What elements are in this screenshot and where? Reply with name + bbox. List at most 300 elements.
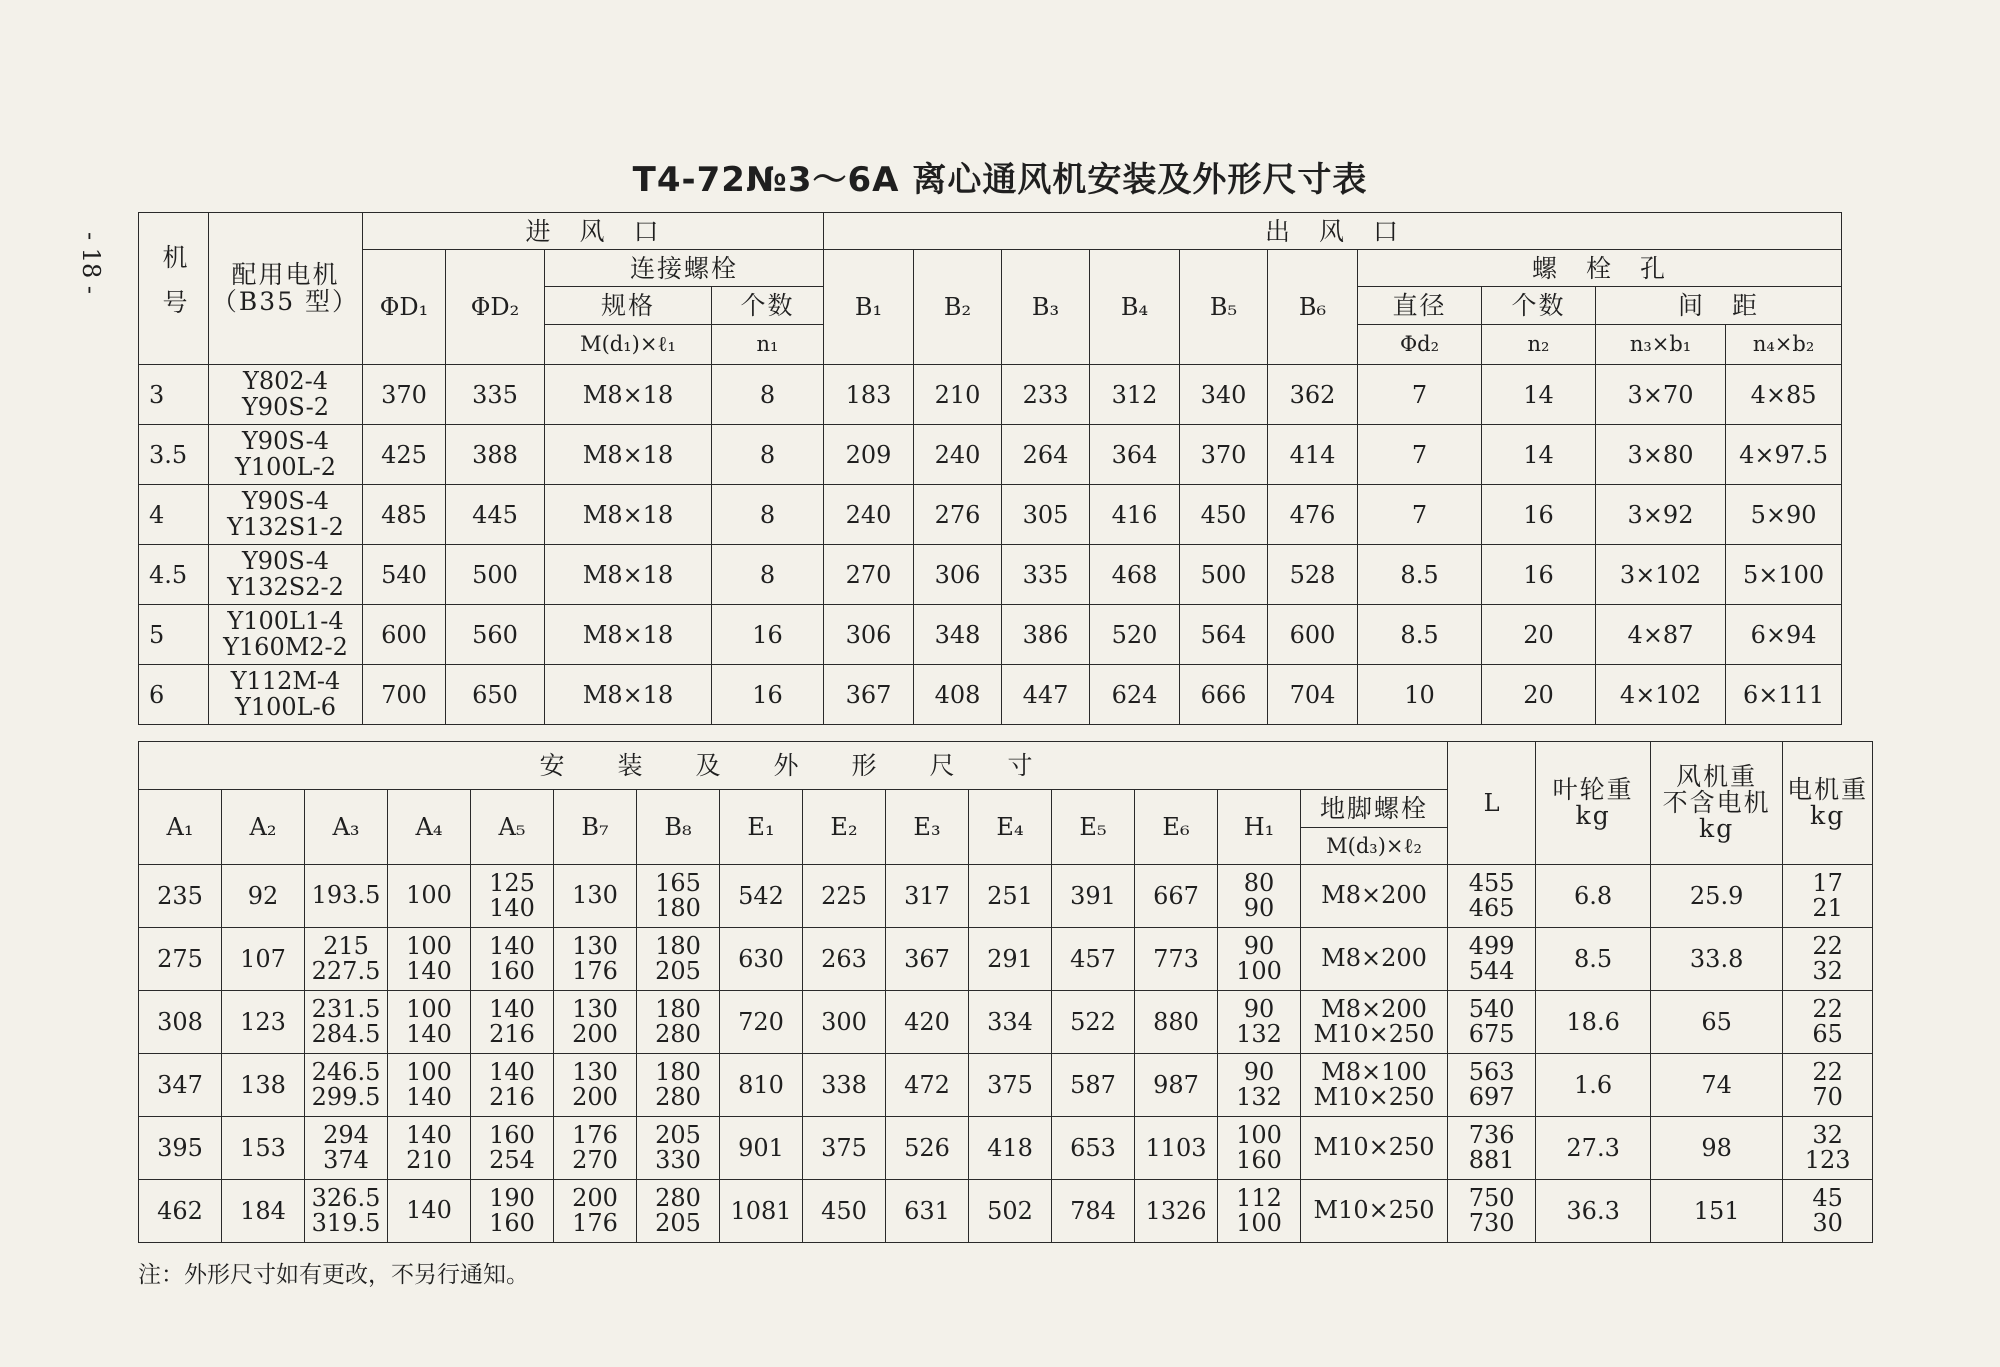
cell-d2: 335 <box>446 365 545 425</box>
cell-fan: 33.8 <box>1651 928 1783 991</box>
cell-value: 45 <box>1812 1183 1843 1212</box>
cell-d1: 600 <box>363 605 446 665</box>
cell-b3: 305 <box>1002 485 1090 545</box>
table-row <box>139 365 1842 425</box>
cell-a1: 347 <box>139 1054 222 1117</box>
cell-value: 140 <box>406 1083 452 1111</box>
cell-b4: 624 <box>1090 665 1180 725</box>
cell-a4 <box>388 1117 471 1180</box>
cell-value: 132 <box>1236 1020 1282 1048</box>
cell-value: 90 <box>1243 1057 1275 1086</box>
cell-e1: 542 <box>720 865 803 928</box>
cell-e6: 987 <box>1135 1054 1218 1117</box>
motor-cell <box>209 485 363 545</box>
cell-value: 190 <box>489 1183 535 1212</box>
cell-value: 90 <box>1243 931 1275 960</box>
cell-b1: 306 <box>824 605 914 665</box>
cell-value: M8×200 <box>1321 994 1427 1023</box>
cell-value: 180 <box>655 1057 701 1086</box>
cell-value: 140 <box>406 1020 452 1048</box>
cell-value: M8×100 <box>1321 1057 1427 1086</box>
cell-a2: 123 <box>222 991 305 1054</box>
cell-b2: 276 <box>914 485 1002 545</box>
cell-a5 <box>471 991 554 1054</box>
header-fan-weight-label: 风机重 <box>1676 761 1758 791</box>
cell-value: 205 <box>655 957 701 985</box>
cell-value: 180 <box>655 894 701 922</box>
header-impeller-unit: kg <box>1575 801 1611 830</box>
cell-value: 254 <box>489 1146 535 1174</box>
cell-value: 160 <box>489 957 535 985</box>
cell-value: 299.5 <box>311 1083 381 1111</box>
cell-e6: 667 <box>1135 865 1218 928</box>
header-e5: E₅ <box>1052 790 1135 865</box>
header-motor <box>209 213 363 365</box>
cell-value: 140 <box>489 1057 535 1086</box>
cell-b4: 312 <box>1090 365 1180 425</box>
cell-fan: 25.9 <box>1651 865 1783 928</box>
cell-n2: 20 <box>1482 665 1596 725</box>
install-dim-body <box>139 865 1873 1243</box>
cell-s1: 4×87 <box>1596 605 1726 665</box>
cell-a1: 308 <box>139 991 222 1054</box>
cell-b6: 704 <box>1268 665 1358 725</box>
cell-e4: 502 <box>969 1180 1052 1243</box>
cell-dd: 7 <box>1358 485 1482 545</box>
cell-h1 <box>1218 865 1301 928</box>
cell-n1: 8 <box>712 425 824 485</box>
cell-e4: 418 <box>969 1117 1052 1180</box>
cell-b1: 367 <box>824 665 914 725</box>
cell-value: 90 <box>1243 994 1275 1023</box>
cell-value: 112 <box>1236 1183 1282 1212</box>
cell-e1: 630 <box>720 928 803 991</box>
cell-value: 374 <box>323 1146 369 1174</box>
header-b5: B₅ <box>1180 250 1268 365</box>
page-title: T4-72№3～6A 离心通风机安装及外形尺寸表 <box>632 160 1368 200</box>
cell-b4: 520 <box>1090 605 1180 665</box>
cell-d2: 560 <box>446 605 545 665</box>
cell-e4: 334 <box>969 991 1052 1054</box>
header-motor-weight-unit: kg <box>1810 801 1846 830</box>
cell-value: 280 <box>655 1020 701 1048</box>
cell-value: 330 <box>655 1146 701 1174</box>
header-n3b1: n₃×b₁ <box>1596 325 1726 365</box>
cell-value: 140 <box>406 957 452 985</box>
cell-n1: 8 <box>712 545 824 605</box>
cell-value: 100 <box>406 1057 452 1086</box>
cell-a3 <box>305 1054 388 1117</box>
cell-value: 125 <box>489 868 535 897</box>
cell-spec: M8×18 <box>545 425 712 485</box>
cell-a1: 275 <box>139 928 222 991</box>
motor-model: Y160M2-2 <box>223 632 348 661</box>
cell-value: M10×250 <box>1313 1083 1435 1111</box>
cell-fan: 151 <box>1651 1180 1783 1243</box>
cell-s2: 5×100 <box>1726 545 1842 605</box>
cell-b6: 476 <box>1268 485 1358 545</box>
cell-n2: 14 <box>1482 425 1596 485</box>
cell-l <box>1448 1117 1536 1180</box>
cell-value: 284.5 <box>311 1020 381 1048</box>
cell-imp: 27.3 <box>1536 1117 1651 1180</box>
cell-e6: 880 <box>1135 991 1218 1054</box>
cell-imp: 18.6 <box>1536 991 1651 1054</box>
cell-a2: 138 <box>222 1054 305 1117</box>
cell-imp: 8.5 <box>1536 928 1651 991</box>
motor-model: Y802-4 <box>242 367 329 396</box>
cell-spec: M8×18 <box>545 605 712 665</box>
cell-value: 160 <box>1236 1146 1282 1174</box>
cell-dd: 7 <box>1358 425 1482 485</box>
header-d1: ΦD₁ <box>363 250 446 365</box>
cell-no: 3.5 <box>139 425 209 485</box>
cell-value: 216 <box>489 1020 535 1048</box>
cell-a5 <box>471 865 554 928</box>
cell-e1: 720 <box>720 991 803 1054</box>
cell-d2: 445 <box>446 485 545 545</box>
cell-value: 881 <box>1468 1146 1515 1174</box>
cell-e3: 526 <box>886 1117 969 1180</box>
cell-b5: 564 <box>1180 605 1268 665</box>
cell-value: 465 <box>1468 894 1515 922</box>
cell-spec: M8×18 <box>545 485 712 545</box>
table-row <box>139 425 1842 485</box>
cell-a5 <box>471 1117 554 1180</box>
cell-s2: 4×97.5 <box>1726 425 1842 485</box>
cell-e1: 1081 <box>720 1180 803 1243</box>
header-motor-type: （B35 型） <box>211 286 360 316</box>
cell-e3: 317 <box>886 865 969 928</box>
cell-value: 130 <box>572 1057 618 1086</box>
cell-spec: M8×18 <box>545 545 712 605</box>
cell-b1: 183 <box>824 365 914 425</box>
cell-e2: 225 <box>803 865 886 928</box>
header-spec: 规格 <box>545 287 712 325</box>
header-b3: B₃ <box>1002 250 1090 365</box>
cell-s1: 3×70 <box>1596 365 1726 425</box>
cell-a5 <box>471 928 554 991</box>
header-d2s: Φd₂ <box>1358 325 1482 365</box>
motor-model: Y100L-2 <box>235 452 336 481</box>
header-count2: 个数 <box>1482 287 1596 325</box>
header-b7: B₇ <box>554 790 637 865</box>
header-outlet: 出 风 口 <box>824 213 1842 250</box>
cell-value: 205 <box>655 1209 701 1237</box>
cell-value: 65 <box>1812 1020 1843 1048</box>
table-row <box>139 991 1873 1054</box>
cell-e4: 291 <box>969 928 1052 991</box>
header-spec-sub: M(d₁)×ℓ₁ <box>545 325 712 365</box>
cell-value: 270 <box>572 1146 618 1174</box>
cell-value: 280 <box>655 1183 701 1212</box>
header-b1: B₁ <box>824 250 914 365</box>
header-impeller-label: 叶轮重 <box>1552 774 1634 804</box>
cell-value: 176 <box>572 1209 618 1237</box>
header-e4: E₄ <box>969 790 1052 865</box>
cell-value: M10×250 <box>1313 1196 1435 1225</box>
cell-value: 227.5 <box>311 957 381 985</box>
header-impeller <box>1536 742 1651 865</box>
cell-value: 140 <box>489 931 535 960</box>
cell-e2: 375 <box>803 1117 886 1180</box>
install-dim-table <box>138 741 1873 1243</box>
header-h1: H₁ <box>1218 790 1301 865</box>
table-row <box>139 605 1842 665</box>
cell-e1: 810 <box>720 1054 803 1117</box>
cell-value: 140 <box>489 894 535 922</box>
table-row <box>139 1180 1873 1243</box>
header-a3: A₃ <box>305 790 388 865</box>
motor-model: Y100L1-4 <box>227 607 344 636</box>
cell-spec: M8×18 <box>545 365 712 425</box>
cell-value: 140 <box>406 1196 452 1225</box>
cell-s1: 4×102 <box>1596 665 1726 725</box>
cell-h1 <box>1218 1117 1301 1180</box>
cell-value: 216 <box>489 1083 535 1111</box>
cell-value: 32 <box>1812 1120 1843 1149</box>
cell-n2: 16 <box>1482 545 1596 605</box>
cell-d1: 370 <box>363 365 446 425</box>
header-a4: A₄ <box>388 790 471 865</box>
cell-d1: 700 <box>363 665 446 725</box>
cell-b7 <box>554 1054 637 1117</box>
cell-b5: 500 <box>1180 545 1268 605</box>
cell-h1 <box>1218 928 1301 991</box>
cell-h1 <box>1218 1054 1301 1117</box>
cell-imp: 6.8 <box>1536 865 1651 928</box>
cell-no: 6 <box>139 665 209 725</box>
cell-l <box>1448 865 1536 928</box>
cell-b3: 335 <box>1002 545 1090 605</box>
cell-n2: 16 <box>1482 485 1596 545</box>
header-d2: ΦD₂ <box>446 250 545 365</box>
cell-dd: 8.5 <box>1358 605 1482 665</box>
cell-fan: 65 <box>1651 991 1783 1054</box>
cell-b2: 210 <box>914 365 1002 425</box>
cell-b8 <box>637 865 720 928</box>
fan-spec-body <box>139 365 1842 725</box>
cell-b2: 306 <box>914 545 1002 605</box>
cell-value: 130 <box>572 994 618 1023</box>
cell-e3: 367 <box>886 928 969 991</box>
table-row <box>139 545 1842 605</box>
cell-dd: 7 <box>1358 365 1482 425</box>
cell-b6: 362 <box>1268 365 1358 425</box>
cell-b7 <box>554 991 637 1054</box>
cell-b5: 340 <box>1180 365 1268 425</box>
cell-a2: 184 <box>222 1180 305 1243</box>
cell-anchor <box>1301 865 1448 928</box>
footnote: 注：外形尺寸如有更改，不另行通知。 <box>138 1262 529 1288</box>
cell-mot <box>1783 928 1873 991</box>
cell-value: 730 <box>1468 1209 1515 1237</box>
table-row <box>139 865 1873 928</box>
page-number: - 18 - <box>77 232 105 295</box>
header-b6: B₆ <box>1268 250 1358 365</box>
cell-value: 160 <box>489 1209 535 1237</box>
cell-e5: 522 <box>1052 991 1135 1054</box>
header-motor-weight <box>1783 742 1873 865</box>
cell-b8 <box>637 1180 720 1243</box>
cell-value: M10×250 <box>1313 1020 1435 1048</box>
cell-s1: 3×92 <box>1596 485 1726 545</box>
motor-model: Y90S-4 <box>241 427 330 456</box>
cell-a3 <box>305 1117 388 1180</box>
header-a1: A₁ <box>139 790 222 865</box>
cell-value: 22 <box>1812 931 1843 960</box>
cell-e2: 263 <box>803 928 886 991</box>
cell-value: 90 <box>1243 894 1275 922</box>
cell-value: 22 <box>1812 994 1843 1023</box>
header-n4b2: n₄×b₂ <box>1726 325 1842 365</box>
cell-a4 <box>388 1054 471 1117</box>
cell-no: 5 <box>139 605 209 665</box>
cell-e3: 631 <box>886 1180 969 1243</box>
cell-value: 22 <box>1812 1057 1843 1086</box>
cell-b3: 386 <box>1002 605 1090 665</box>
cell-n2: 20 <box>1482 605 1596 665</box>
cell-e5: 784 <box>1052 1180 1135 1243</box>
cell-anchor <box>1301 1180 1448 1243</box>
cell-value: 205 <box>655 1120 701 1149</box>
header-spacing: 间 距 <box>1596 287 1842 325</box>
cell-b2: 408 <box>914 665 1002 725</box>
cell-b1: 240 <box>824 485 914 545</box>
cell-value: 215 <box>323 931 369 960</box>
cell-mot <box>1783 865 1873 928</box>
header-a2: A₂ <box>222 790 305 865</box>
header-motor-weight-label: 电机重 <box>1787 774 1869 804</box>
cell-s1: 3×80 <box>1596 425 1726 485</box>
cell-value: 697 <box>1468 1083 1515 1111</box>
cell-e2: 300 <box>803 991 886 1054</box>
header-b4: B₄ <box>1090 250 1180 365</box>
cell-b6: 528 <box>1268 545 1358 605</box>
cell-b5: 666 <box>1180 665 1268 725</box>
cell-b7 <box>554 928 637 991</box>
cell-n1: 8 <box>712 485 824 545</box>
cell-fan: 74 <box>1651 1054 1783 1117</box>
cell-anchor <box>1301 1117 1448 1180</box>
cell-e1: 901 <box>720 1117 803 1180</box>
motor-model: Y132S1-2 <box>227 512 344 541</box>
cell-a4 <box>388 865 471 928</box>
cell-value: 165 <box>655 868 701 897</box>
cell-value: 176 <box>572 1120 618 1149</box>
cell-e3: 420 <box>886 991 969 1054</box>
header-bolt-hole: 螺 栓 孔 <box>1358 250 1842 287</box>
fan-spec-table <box>138 212 1842 725</box>
cell-value: 180 <box>655 994 701 1023</box>
cell-d2: 388 <box>446 425 545 485</box>
motor-cell <box>209 605 363 665</box>
cell-a1: 235 <box>139 865 222 928</box>
cell-b7 <box>554 1180 637 1243</box>
cell-value: 130 <box>572 881 618 910</box>
motor-model: Y90S-4 <box>241 487 330 516</box>
cell-value: M8×200 <box>1321 881 1427 910</box>
header-n2: n₂ <box>1482 325 1596 365</box>
cell-anchor <box>1301 991 1448 1054</box>
cell-value: 280 <box>655 1083 701 1111</box>
cell-value: 193.5 <box>311 881 381 910</box>
motor-cell <box>209 545 363 605</box>
cell-mot <box>1783 1180 1873 1243</box>
cell-d2: 500 <box>446 545 545 605</box>
cell-value: 160 <box>489 1120 535 1149</box>
header-install: 安 装 及 外 形 尺 寸 <box>139 742 1448 790</box>
cell-a4 <box>388 928 471 991</box>
header-fan-weight-unit: kg <box>1699 814 1735 844</box>
cell-fan: 98 <box>1651 1117 1783 1180</box>
cell-e2: 450 <box>803 1180 886 1243</box>
cell-a2: 153 <box>222 1117 305 1180</box>
cell-b8 <box>637 1117 720 1180</box>
cell-b6: 600 <box>1268 605 1358 665</box>
cell-b1: 209 <box>824 425 914 485</box>
cell-s1: 3×102 <box>1596 545 1726 605</box>
cell-a2: 107 <box>222 928 305 991</box>
cell-d1: 540 <box>363 545 446 605</box>
header-fan-weight-label2: 不含电机 <box>1662 787 1771 817</box>
cell-l <box>1448 928 1536 991</box>
header-b8: B₈ <box>637 790 720 865</box>
cell-value: 132 <box>1236 1083 1282 1111</box>
cell-value: 246.5 <box>311 1057 381 1086</box>
cell-e5: 653 <box>1052 1117 1135 1180</box>
cell-value: 180 <box>655 931 701 960</box>
header-a5: A₅ <box>471 790 554 865</box>
cell-value: 100 <box>406 931 452 960</box>
cell-l <box>1448 1054 1536 1117</box>
cell-value: 100 <box>1236 957 1282 985</box>
cell-h1 <box>1218 991 1301 1054</box>
table-row <box>139 928 1873 991</box>
cell-b2: 240 <box>914 425 1002 485</box>
cell-e6: 1326 <box>1135 1180 1218 1243</box>
cell-value: 176 <box>572 957 618 985</box>
cell-a3 <box>305 928 388 991</box>
cell-b1: 270 <box>824 545 914 605</box>
cell-d1: 425 <box>363 425 446 485</box>
cell-h1 <box>1218 1180 1301 1243</box>
header-machine-no: 机号 <box>139 213 209 365</box>
cell-value: M8×200 <box>1321 944 1427 973</box>
motor-model: Y90S-4 <box>241 547 330 576</box>
cell-s2: 6×111 <box>1726 665 1842 725</box>
cell-d2: 650 <box>446 665 545 725</box>
cell-mot <box>1783 1054 1873 1117</box>
cell-n2: 14 <box>1482 365 1596 425</box>
cell-e2: 338 <box>803 1054 886 1117</box>
header-e1: E₁ <box>720 790 803 865</box>
header-e2: E₂ <box>803 790 886 865</box>
cell-value: 30 <box>1812 1209 1843 1237</box>
cell-value: 17 <box>1812 868 1843 897</box>
cell-l <box>1448 1180 1536 1243</box>
header-l: L <box>1448 742 1536 865</box>
cell-value: 130 <box>572 931 618 960</box>
cell-a4 <box>388 991 471 1054</box>
cell-b7 <box>554 865 637 928</box>
cell-value: 100 <box>1236 1209 1282 1237</box>
table-row <box>139 485 1842 545</box>
cell-b8 <box>637 1054 720 1117</box>
cell-b2: 348 <box>914 605 1002 665</box>
motor-cell <box>209 425 363 485</box>
cell-value: 140 <box>489 994 535 1023</box>
